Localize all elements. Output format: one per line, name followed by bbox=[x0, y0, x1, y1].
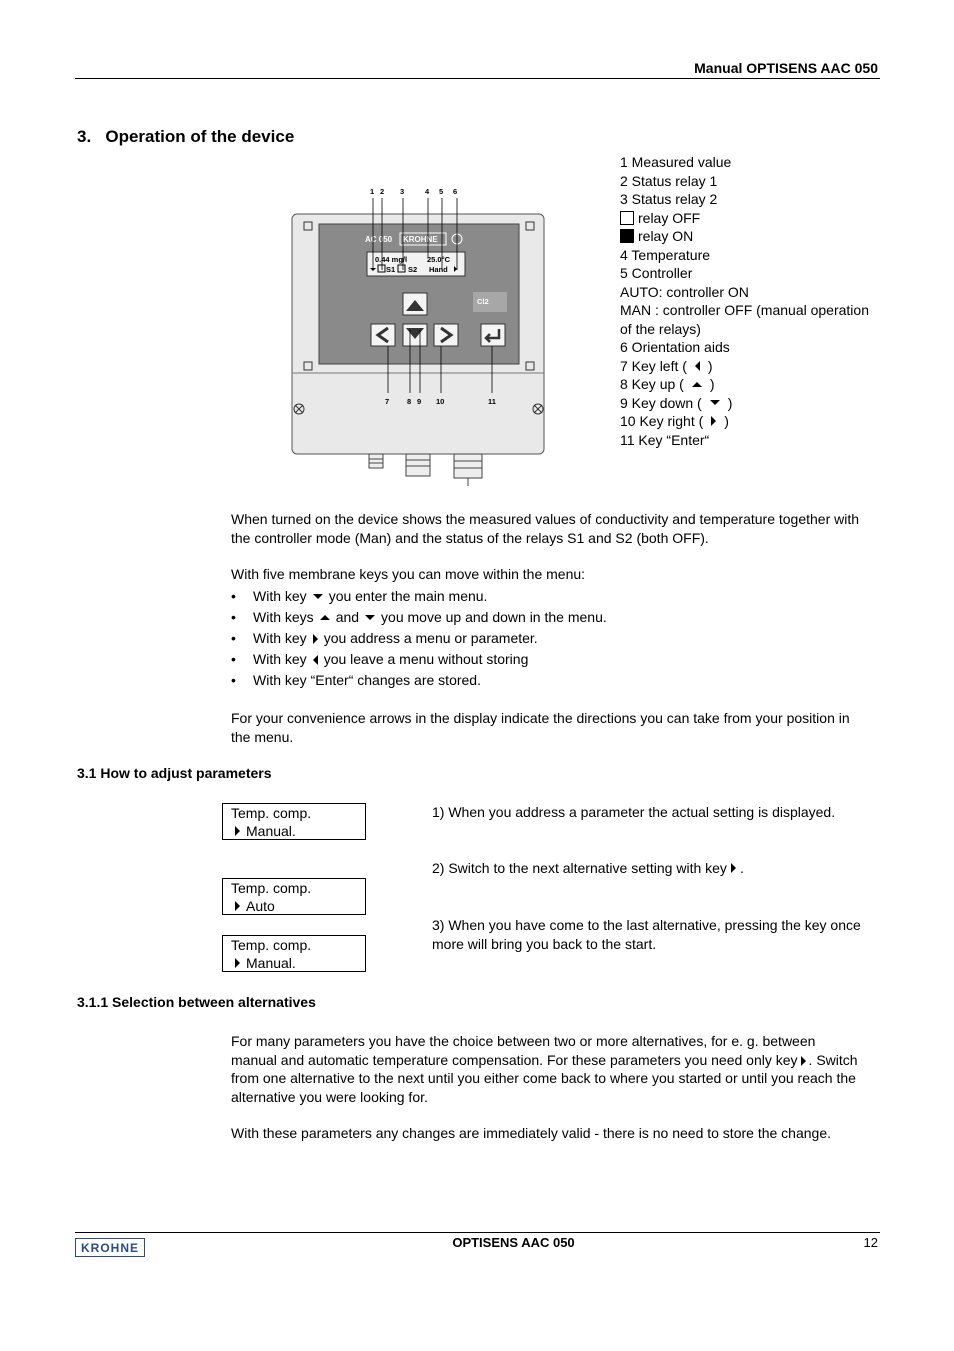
key-up bbox=[403, 293, 427, 315]
display-box-3 bbox=[222, 935, 366, 972]
paren: ) bbox=[707, 357, 713, 374]
lcd-value: 0.44 mg/l bbox=[375, 255, 408, 264]
display-value: Manual. bbox=[246, 955, 296, 971]
display-box-2 bbox=[222, 878, 366, 915]
legend-item-relay-off bbox=[620, 209, 869, 228]
krohne-logo: KROHNE bbox=[75, 1238, 145, 1257]
section-title: 3. Operation of the device bbox=[77, 127, 295, 146]
intro-paragraph-2: With five membrane keys you can move within the menu: bbox=[231, 566, 586, 582]
step-text: . bbox=[739, 860, 744, 876]
bullet-icon: • bbox=[231, 630, 236, 646]
legend-key-right bbox=[620, 412, 869, 431]
triangle-right-icon bbox=[711, 416, 716, 426]
legend-key-down bbox=[620, 394, 869, 413]
device-logo: KROHNE bbox=[403, 235, 438, 244]
bullet-text: With key bbox=[253, 630, 307, 646]
callout-6: 6 bbox=[453, 187, 458, 196]
device-badge: Cl2 bbox=[477, 297, 489, 306]
legend-item: 5 Controller bbox=[620, 265, 693, 281]
device-brand: AC 050 bbox=[365, 235, 393, 244]
list-item bbox=[231, 670, 607, 691]
bullet-text: you leave a menu without storing bbox=[323, 651, 529, 667]
page-number: 12 bbox=[863, 1235, 878, 1250]
display-line bbox=[231, 822, 365, 840]
display-line: Temp. comp. bbox=[231, 937, 312, 953]
callout-7: 7 bbox=[385, 397, 390, 406]
legend-item: AUTO: controller ON bbox=[620, 283, 749, 300]
paragraph-text: For many parameters you have the choice between two or more alternatives, for e. g. between manual and automatic temperature compensation. For these parameters you need only key bbox=[231, 1033, 816, 1068]
bullet-icon: • bbox=[231, 651, 236, 667]
legend-item: 10 Key right ( bbox=[620, 413, 704, 429]
list-item bbox=[231, 628, 607, 649]
legend-item: 1 Measured value bbox=[620, 154, 732, 170]
legend-item: MAN : controller OFF (manual operation bbox=[620, 302, 869, 318]
step-text: 2) Switch to the next alternative setting with key bbox=[432, 860, 727, 876]
empty-square-icon bbox=[620, 211, 634, 225]
bullet-text: you address a menu or parameter. bbox=[323, 630, 538, 646]
legend-item-relay-on bbox=[620, 227, 869, 246]
lcd-s2: S2 bbox=[408, 265, 418, 274]
bullet-icon: • bbox=[231, 672, 236, 688]
triangle-down-icon bbox=[365, 615, 375, 620]
subsection-title: 3.1 How to adjust parameters bbox=[77, 765, 272, 781]
key-left bbox=[371, 324, 395, 346]
legend-item: 7 Key left ( bbox=[620, 357, 687, 374]
triangle-down-icon bbox=[313, 594, 323, 599]
paren: ) bbox=[724, 413, 729, 429]
callout-9: 9 bbox=[417, 397, 422, 406]
display-box-1 bbox=[222, 803, 366, 840]
legend-key-up bbox=[620, 375, 869, 394]
callout-2: 2 bbox=[380, 187, 385, 196]
callout-10: 10 bbox=[436, 397, 445, 406]
callout-4: 4 bbox=[425, 187, 430, 196]
triangle-left-icon bbox=[695, 361, 700, 371]
legend-item: 3 Status relay 2 bbox=[620, 191, 718, 207]
legend-item: 8 Key up ( bbox=[620, 376, 684, 392]
legend-item: of the relays) bbox=[620, 320, 701, 337]
display-line: Temp. comp. bbox=[231, 880, 312, 896]
triangle-right-icon bbox=[235, 826, 240, 836]
legend bbox=[620, 153, 869, 449]
intro-paragraph-1: When turned on the device shows the measured values of conductivity and temperature together with the controller mode (Man) and the status of the relays S1 and S2 (both OFF). bbox=[231, 511, 860, 546]
legend-item: 11 Key “Enter“ bbox=[620, 431, 710, 448]
list-item bbox=[231, 607, 607, 628]
alternatives-paragraph-2: With these parameters any changes are immediately valid - there is no need to store the change. bbox=[231, 1125, 831, 1141]
triangle-left-icon bbox=[313, 655, 318, 665]
bullet-text: you move up and down in the menu. bbox=[381, 609, 607, 625]
step-1: 1) When you address a parameter the actual setting is displayed. bbox=[432, 804, 836, 820]
paragraph-text: . Switch from one alternative to the next until you either come back to where you started or until you reach the alternative you were looking for. bbox=[231, 1051, 858, 1105]
legend-item: 9 Key down ( bbox=[620, 394, 702, 411]
lcd-mode: Hand bbox=[429, 265, 448, 274]
callout-3: 3 bbox=[400, 187, 405, 196]
key-enter bbox=[481, 324, 505, 346]
list-item bbox=[231, 649, 607, 670]
legend-item: relay ON bbox=[638, 228, 694, 244]
bullet-text: and bbox=[335, 609, 360, 625]
legend-item: 2 Status relay 1 bbox=[620, 172, 718, 189]
header-title: Manual OPTISENS AAC 050 bbox=[694, 60, 878, 76]
lcd-temp: 25.0°C bbox=[427, 255, 451, 264]
triangle-up-icon bbox=[320, 615, 330, 620]
bullet-text: With key “Enter“ changes are stored. bbox=[253, 672, 481, 688]
legend-key-left bbox=[620, 357, 869, 376]
bullet-icon: • bbox=[231, 609, 236, 625]
display-line: Temp. comp. bbox=[231, 805, 312, 821]
display-line bbox=[231, 954, 365, 972]
paren: ) bbox=[727, 394, 733, 411]
display-line bbox=[231, 897, 365, 915]
subsection-title: 3.1.1 Selection between alternatives bbox=[77, 994, 316, 1010]
legend-item: 4 Temperature bbox=[620, 246, 711, 263]
key-bullet-list bbox=[231, 586, 607, 691]
callout-8: 8 bbox=[407, 397, 412, 406]
filled-square-icon bbox=[620, 229, 634, 243]
callout-11: 11 bbox=[488, 397, 496, 406]
lcd-s1: S1 bbox=[386, 265, 396, 274]
alternatives-paragraph-1 bbox=[231, 1032, 861, 1106]
triangle-right-icon bbox=[313, 634, 318, 644]
list-item bbox=[231, 586, 607, 607]
triangle-right-icon bbox=[235, 901, 240, 911]
header-rule bbox=[75, 78, 880, 79]
bullet-text: you enter the main menu. bbox=[328, 588, 488, 604]
legend-item: relay OFF bbox=[638, 209, 701, 226]
bullet-text: With key bbox=[253, 651, 307, 667]
key-down bbox=[403, 324, 427, 346]
callout-5: 5 bbox=[439, 187, 444, 196]
device-illustration bbox=[285, 180, 555, 490]
display-value: Manual. bbox=[246, 823, 296, 839]
bullet-text: With keys bbox=[253, 609, 314, 625]
bullet-icon: • bbox=[231, 588, 236, 604]
footer-rule bbox=[75, 1232, 880, 1233]
key-right bbox=[434, 324, 458, 346]
triangle-right-icon bbox=[731, 863, 736, 873]
step-3: 3) When you have come to the last alternative, pressing the key once more will bring you back to the start. bbox=[432, 917, 861, 952]
paren: ) bbox=[709, 376, 715, 392]
triangle-right-icon bbox=[801, 1056, 806, 1066]
triangle-up-icon bbox=[692, 382, 702, 387]
triangle-down-icon bbox=[710, 400, 720, 405]
step-2 bbox=[432, 859, 862, 878]
bullet-text: With key bbox=[253, 588, 307, 604]
callout-1: 1 bbox=[370, 187, 375, 196]
footer-title: OPTISENS AAC 050 bbox=[452, 1235, 575, 1250]
triangle-right-icon bbox=[235, 958, 240, 968]
display-value: Auto bbox=[246, 898, 275, 914]
intro-paragraph-3: For your convenience arrows in the display indicate the directions you can take from your position in the menu. bbox=[231, 710, 850, 745]
legend-item: 6 Orientation aids bbox=[620, 339, 730, 355]
